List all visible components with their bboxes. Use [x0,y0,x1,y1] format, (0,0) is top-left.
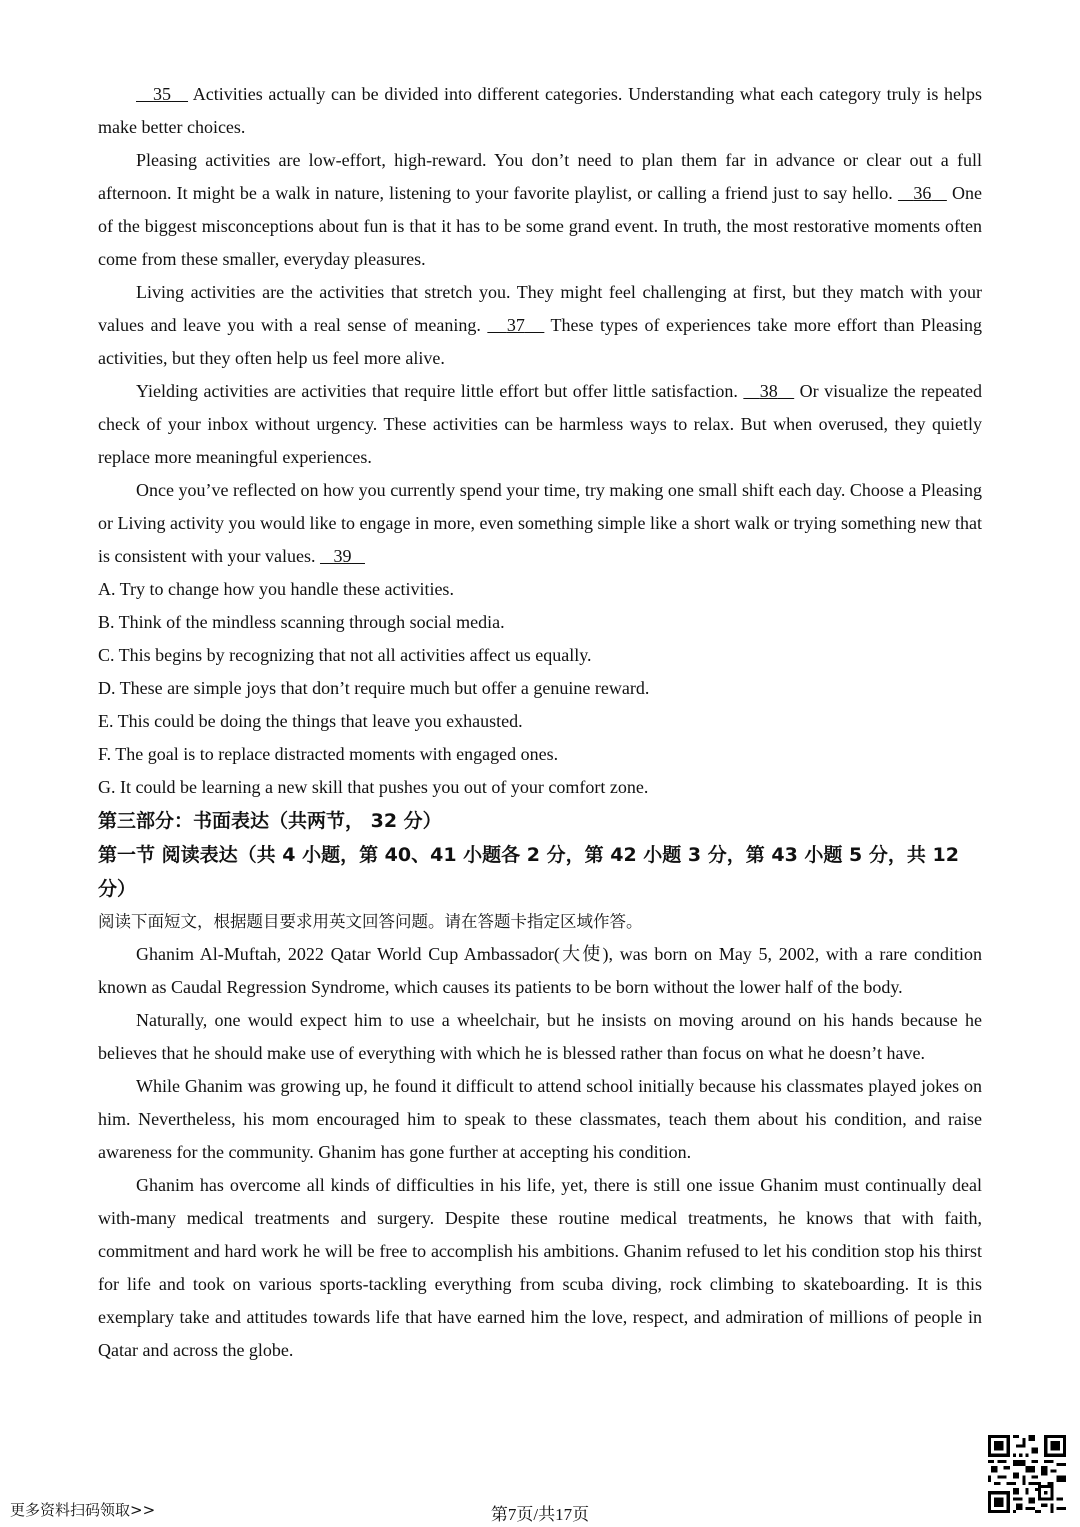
reading-passage [98,938,982,1367]
page-number: 第7页/共17页 [490,1505,590,1524]
option-g: G. It could be learning a new skill that pushes you out of your comfort zone. [98,777,649,797]
option-b: B. Think of the mindless scanning through social media. [98,612,505,632]
document-page [98,78,982,1367]
blank-37[interactable]: 37 [506,315,525,335]
passage-paragraph-4: Ghanim has overcome all kinds of difficulties in his life, yet, there is still one issue Ghanim must continually deal with-many medical treatments and surgery. Despite these routine medical treatments, he knows that with faith, commitment and hard work he will be free to accomplish his ambitions. Ghanim refused to let his condition stop his thirst for life and took on various sports-tackling everything from scuba diving, rock climbing to skateboarding. It is this exemplary take and attitudes towards life that have earned him the love, respect, and admiration of millions of people in Qatar and across the globe. [98,1175,982,1360]
cloze-paragraph-5: Once you’ve reflected on how you currently spend your time, try making one small shift each day. Choose a Pleasing or Living activity you would like to engage in more, even something simple like a short walk or trying something new that is consistent with your values. 39 [98,480,982,566]
option-c: C. This begins by recognizing that not all activities affect us equally. [98,645,592,665]
blank-39[interactable]: 39 [333,546,352,566]
more-resources-link[interactable]: 更多资料扫码领取>> [10,1501,156,1519]
option-e: E. This could be doing the things that leave you exhausted. [98,711,523,731]
qr-code-icon[interactable] [988,1435,1066,1513]
part-title: 第三部分：书面表达（共两节， 32 分） [98,810,442,832]
blank-35[interactable]: 35 [153,84,172,104]
passage-paragraph-2: Naturally, one would expect him to use a wheelchair, but he insists on moving around on his hands because he believes that he should make use of everything with which he is blessed rather than focus on what he doesn’t have. [98,1010,982,1063]
blank-36[interactable]: 36 [913,183,932,203]
section-instruction: 阅读下面短文，根据题目要求用英文回答问题。请在答题卡指定区域作答。 [98,912,643,931]
option-a: A. Try to change how you handle these activities. [98,579,454,599]
section-subtitle: 第一节 阅读表达（共 4 小题，第 40、41 小题各 2 分，第 42 小题 3 分，第 43 小题 5 分，共 12 分） [98,844,959,900]
option-f: F. The goal is to replace distracted moments with engaged ones. [98,744,559,764]
cloze-paragraph-2: Pleasing activities are low-effort, high-reward. You don’t need to plan them far in advance or clear out a full afternoon. It might be a walk in nature, listening to your favorite playlist, or calling a friend just to say hello. 36 One of the biggest misconceptions about fun is that it has to be some grand event. In truth, the most restorative moments often come from these smaller, everyday pleasures. [98,150,983,269]
cloze-paragraph-4: Yielding activities are activities that require little effort but offer little satisfaction. 38 Or visualize the repeated check of your inbox without urgency. These activities can be harmless ways to relax. But when overused, they quietly replace more meaningful experiences. [98,381,983,467]
cloze-paragraph-3: Living activities are the activities that stretch you. They might feel challenging at first, but they match with your values and leave you with a real sense of meaning. 37 These types of experiences take more effort than Pleasing activities, but they often help us feel more alive. [98,282,983,368]
blank-38[interactable]: 38 [759,381,778,401]
passage-paragraph-1: Ghanim Al-Muftah, 2022 Qatar World Cup Ambassador(大使), was born on May 5, 2002, with a rare condition known as Caudal Regression Syndrome, which causes its patients to be born without the lower half of the body. [98,944,982,997]
cloze-paragraph-1: 35 Activities actually can be divided into different categories. Understanding what each category truly is helps make better choices. [98,84,983,137]
passage-paragraph-3: While Ghanim was growing up, he found it difficult to attend school initially because his classmates played jokes on him. Nevertheless, his mom encouraged him to speak to these classmates, teach them about his condition, and raise awareness for the community. Ghanim has gone further at accepting his condition. [98,1076,982,1162]
option-d: D. These are simple joys that don’t require much but offer a genuine reward. [98,678,650,698]
